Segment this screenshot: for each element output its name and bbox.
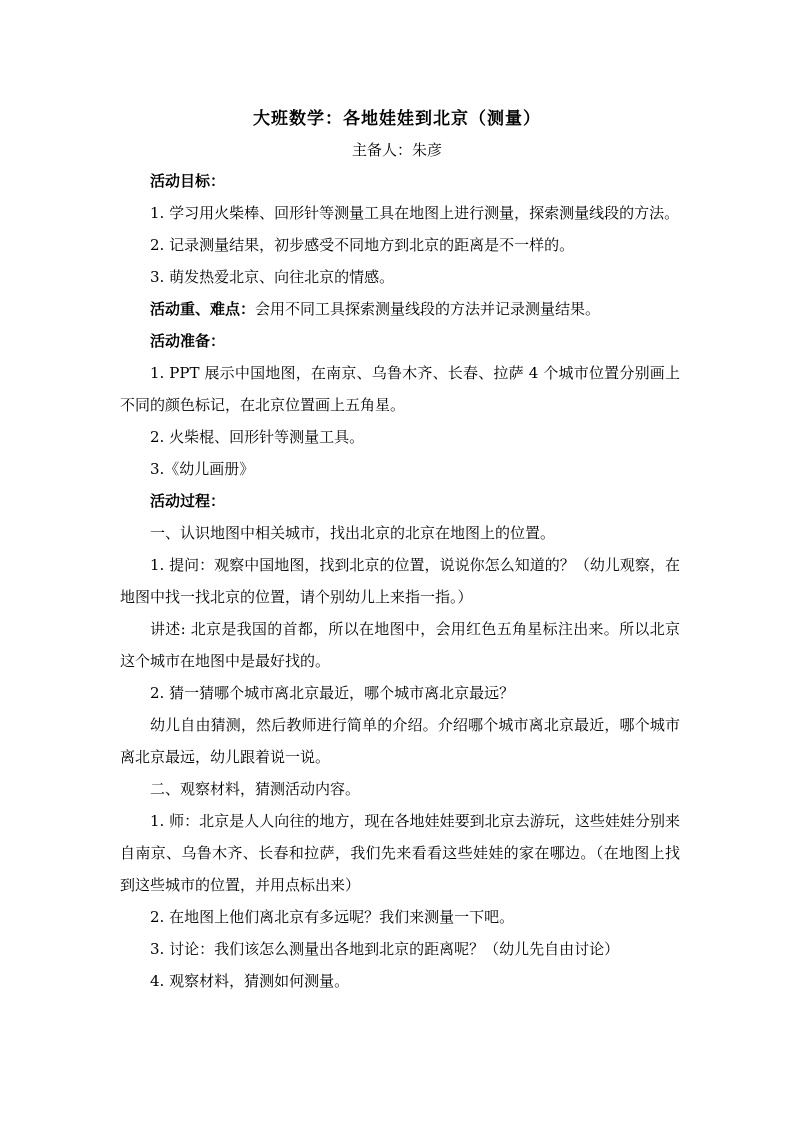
prep-heading: 活动准备： — [150, 332, 226, 350]
process-heading: 活动过程： — [150, 492, 226, 510]
process-step: 1. 提问：观察中国地图，找到北京的位置，说说你怎么知道的？（幼儿观察，在地图中找一找北京的位置，请个别幼儿上来指一指。） — [120, 556, 680, 606]
document-title: 大班数学：各地娃娃到北京（测量） — [253, 109, 541, 129]
process-step: 3. 讨论：我们该怎么测量出各地到北京的距离呢？（幼儿先自由讨论） — [150, 940, 620, 958]
prep-item: 3.《幼儿画册》 — [150, 460, 255, 478]
process-step: 2. 猜一猜哪个城市离北京最近，哪个城市离北京最远？ — [150, 684, 515, 702]
process-step: 1. 师：北京是人人向往的地方，现在各地娃娃要到北京去游玩，这些娃娃分别来自南京、乌鲁木齐、长春和拉萨，我们先来看看这些娃娃的家在哪边。（在地图上找到这些城市的位置，并用点标出来） — [120, 812, 680, 894]
process-step: 讲述: 北京是我国的首都，所以在地图中，会用红色五角星标注出来。所以北京这个城市在地图中是最好找的。 — [120, 620, 680, 670]
process-step: 二、观察材料，猜测活动内容。 — [150, 780, 361, 798]
prep-item: 2. 火柴棍、回形针等测量工具。 — [150, 428, 365, 446]
process-step: 2. 在地图上他们离北京有多远呢？我们来测量一下吧。 — [150, 908, 515, 926]
document-body — [120, 165, 680, 997]
process-step: 4. 观察材料，猜测如何测量。 — [150, 972, 350, 990]
key-points-text: 会用不同工具探索测量线段的方法并记录测量结果。 — [255, 300, 601, 318]
goals-heading: 活动目标： — [150, 172, 226, 190]
goal-item: 3. 萌发热爱北京、向往北京的情感。 — [150, 268, 395, 286]
key-points-paragraph — [120, 293, 680, 325]
process-step: 幼儿自由猜测，然后教师进行简单的介绍。介绍哪个城市离北京最近，哪个城市离北京最远，幼儿跟着说一说。 — [120, 716, 680, 766]
prep-item: 1. PPT 展示中国地图，在南京、乌鲁木齐、长春、拉萨 4 个城市位置分别画上不同的颜色标记，在北京位置画上五角星。 — [120, 364, 680, 414]
key-points-heading: 活动重、难点： — [150, 300, 256, 318]
goal-item: 2. 记录测量结果，初步感受不同地方到北京的距离是不一样的。 — [150, 236, 575, 254]
preparer-line: 主备人：朱彦 — [351, 141, 442, 159]
goal-item: 1. 学习用火柴棒、回形针等测量工具在地图上进行测量，探索测量线段的方法。 — [150, 204, 680, 222]
process-step: 一、认识地图中相关城市，找出北京的北京在地图上的位置。 — [150, 524, 556, 542]
